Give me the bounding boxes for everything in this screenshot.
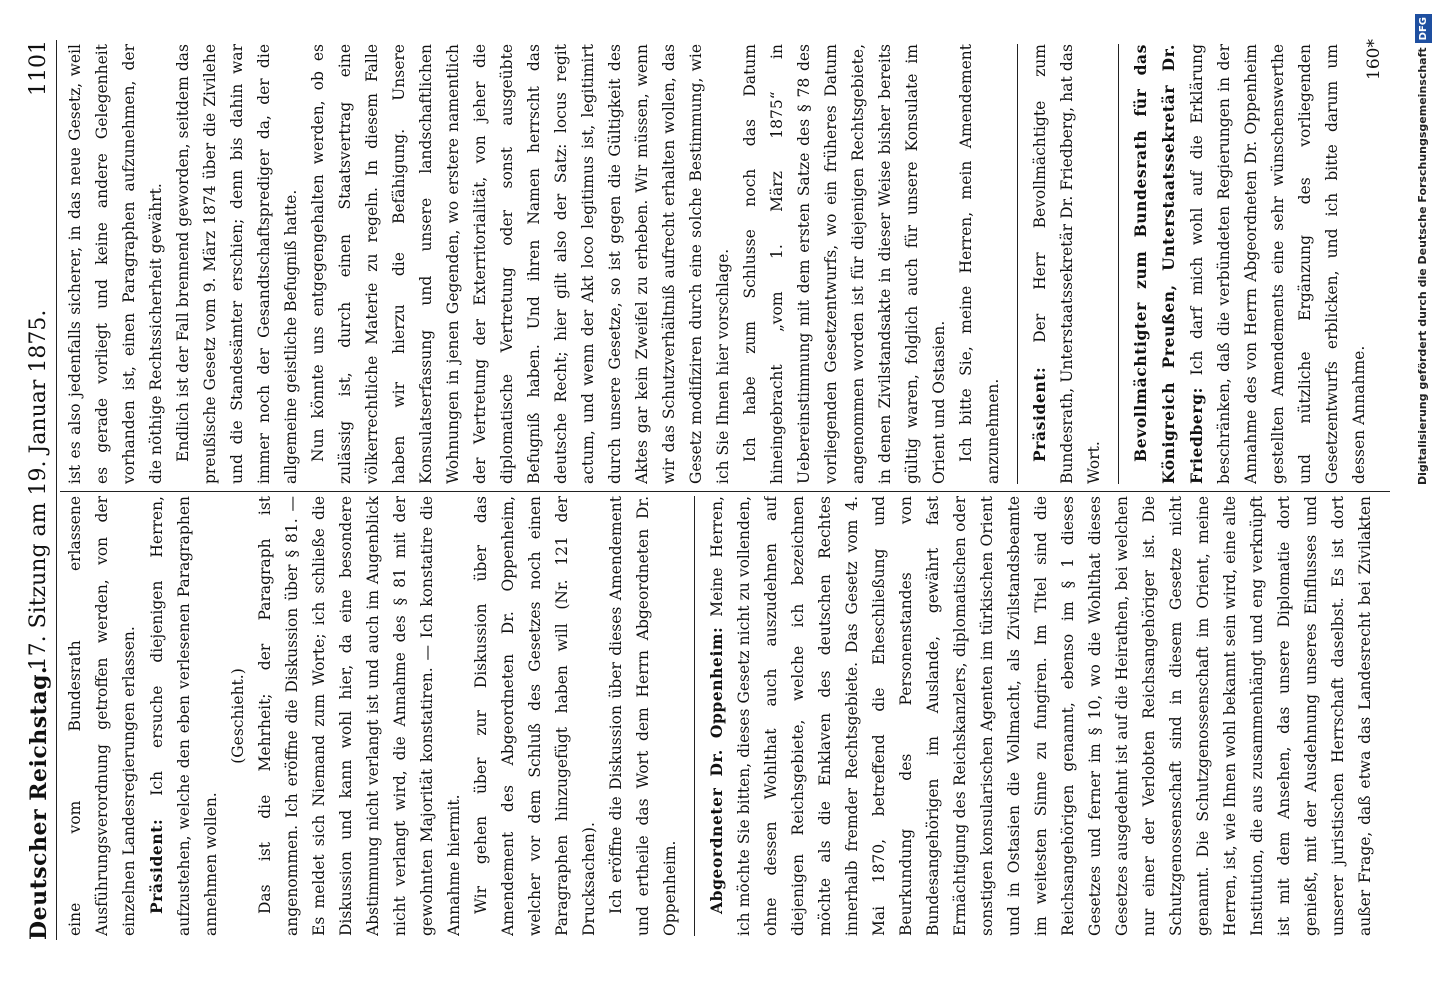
speech-paragraph	[703, 496, 1382, 936]
text-paragraph: Wir gehen über zur Diskussion über das Amendement des Abgeordneten Dr. Oppenheim, welcher vor dem Schluß des Gesetzes noch einen Paragraphen hinzugefügt haben will (Nr. 121 der Drucksachen).	[472, 496, 598, 936]
page-number: 1101	[26, 40, 51, 96]
section-separator	[1118, 44, 1119, 484]
text-paragraph: Ich eröffne die Diskussion über dieses Amendement und ertheile das Wort dem Herrn Abgeordneten Dr. Oppenheim.	[607, 496, 679, 936]
sheet-signature: 160*	[1364, 39, 1384, 80]
header-publication: Deutscher Reichstag.	[26, 665, 52, 940]
watermark-text: Digitalisierung gefördert durch die Deutsche Forschungsgemeinschaft	[1416, 47, 1429, 486]
dfg-logo: DFG	[1415, 14, 1432, 43]
stage-direction: (Geschieht.)	[229, 668, 247, 764]
right-column	[62, 44, 1382, 484]
left-column	[62, 496, 1382, 936]
speaker-name: Abgeordneter Dr. Oppenheim:	[707, 626, 726, 914]
speech-paragraph	[1026, 44, 1108, 484]
speech-paragraph	[143, 496, 225, 936]
text-paragraph: Endlich ist der Fall brennend geworden, seitdem das preußische Gesetz vom 9. März 1874 über die Zivilehe und die Standesämter erschien; denn bis dahin war immer noch der Gesandtschaftsprediger da, der die allgemeine geistliche Befugniß hatte.	[174, 44, 300, 484]
speaker-name: Bevollmächtigter zum Bundesrath für das Königreich Preußen, Unterstaatssekretär Dr. Friedberg:	[1131, 44, 1206, 484]
header-session: 17. Sitzung am 19. Januar 1875.	[26, 309, 51, 671]
header-rule	[56, 40, 57, 940]
digitization-watermark	[1414, 0, 1432, 1000]
section-separator	[1017, 44, 1018, 484]
speaker-name: Präsident:	[147, 818, 166, 914]
side-watermark-strip	[1414, 0, 1432, 1000]
text-paragraph: Ich bitte Sie, meine Herren, mein Amendement anzunehmen.	[957, 44, 1002, 484]
speech-text: Ich ersuche diejenigen Herren, aufzustehen, welche den eben verlesenen Paragraphen annehmen wollen.	[148, 496, 220, 936]
speech-text: Ich darf mich wohl auf die Erklärung beschränken, daß die verbündeten Regierungen in der Annahme des von Herrn Abgeordneten Dr. Oppenheim gestellten Amendements eine sehr wünschenswerthe und nützliche Ergänzung des vorliegenden Gesetzentwurfs erblicken, und ich bitte darum um dessen Annahme.	[1188, 44, 1368, 484]
speech-text: Meine Herren, ich möchte Sie bitten, dieses Gesetz nicht zu vollenden, ohne dessen Wohlthat auch auszudehnen auf diejenigen Reichsgebiete, welche ich bezeichnen möchte als die Enklaven des deutschen Rechtes innerhalb fremder Rechtsgebiete. Das Gesetz vom 4. Mai 1870, betreffend die Eheschließung und Beurkundung des Personenstandes von Bundesangehörigen im Auslande, gewährt fast Ermächtigung des Reichskanzlers, diplomatischen oder sonstigen konsularischen Agenten im türkischen Orient und in Ostasien die Vollmacht, als Zivilstandsbeamte im weitesten Sinne zu fungiren. Im Titel sind die Reichsangehörigen genannt, ebenso im § 1 dieses Gesetzes und ferner im § 10, wo die Wohlthat dieses Gesetzes ausgedehnt ist auf die Heirathen, bei welchen nur einer der Verlobten Reichsangehöriger ist. Die Schutzgenossenschaft sind in diesem Gesetze nicht genannt. Die Schutzgenossenschaft im Orient, meine Herren, ist, wie Ihnen wohl bekannt sein wird, eine alte Institution, die aus zusammenhängt und eng verknüpft ist mit dem Ansehen, das unsere Diplomatie dort genießt, mit der Ausdehnung unseres Einflusses und unserer juristischen Herrschaft daselbst. Es ist dort außer Frage, daß etwa das Landesrecht bei Zivilakten	[708, 496, 1374, 936]
speech-paragraph	[1127, 44, 1373, 484]
column-divider	[60, 491, 1390, 492]
page-header	[18, 40, 54, 940]
section-separator	[694, 496, 695, 936]
text-paragraph: Nun könnte uns entgegengehalten werden, ob es zulässig ist, durch einen Staatsvertrag eine völkerrechtliche Materie zu regeln. In diesem Falle haben wir hierzu die Befähigung. Unsere Konsulatserfassung und unsere landschaftlichen Wohnungen in jenen Gegenden, wo erstere namentlich der Vertretung der Exterritorialität, von jeher die diplomatische Vertretung oder sonst ausgeübte Befugniß haben. Und ihren Namen herrscht das deutsche Recht; hier gilt also der Satz: locus regit actum, und wenn der Akt loco legitimus ist, legitimirt durch unsere Gesetze, so ist gegen die Gültigkeit des Aktes gar kein Zweifel zu erheben. Wir müssen, wenn wir das Schutzverhältniß aufrecht erhalten wollen, das Gesetz modifiziren durch eine solche Bestimmung, wie ich Sie Ihnen hier vorschlage.	[309, 44, 732, 484]
speaker-name: Präsident:	[1030, 366, 1049, 462]
text-paragraph: Ich habe zum Schlusse noch das Datum hineingebracht „vom 1. März 1875“ in Uebereinstimmung mit dem ersten Satze des § 78 des vorliegenden Gesetzentwurfs, wo ein früheres Datum angenommen worden ist für diejenigen Rechtsgebiete, in denen Zivilstandsakte in dieser Weise bisher bereits gültig waren, folglich auch für unsere Konsulate im Orient und Ostasien.	[741, 44, 948, 484]
speech-text: Der Herr Bevollmächtigte zum Bundesrath, Unterstaatssekretär Dr. Friedberg, hat das Wort.	[1031, 44, 1103, 484]
text-paragraph: Das ist die Mehrheit; der Paragraph ist angenommen. Ich eröffne die Diskussion über § 81. — Es meldet sich Niemand zum Worte; ich schließe die Diskussion und kann wohl hier, da eine besondere Abstimmung nicht verlangt ist und auch im Augenblick nicht verlangt wird, die Annahme des § 81 mit der gewohnten Majorität konstatiren. — Ich konstatire die Annahme hiermit.	[256, 496, 463, 936]
text-paragraph: ist es also jedenfalls sicherer, in das neue Gesetz, weil es gerade vorliegt und keine andere Gelegenheit vorhanden ist, einen Paragraphen aufzunehmen, der die nöthige Rechtssicherheit gewährt.	[66, 44, 165, 484]
text-paragraph: eine vom Bundesrath erlassene Ausführungsverordnung getroffen werden, von der einzelnen Landesregierungen erlassen.	[66, 496, 138, 936]
